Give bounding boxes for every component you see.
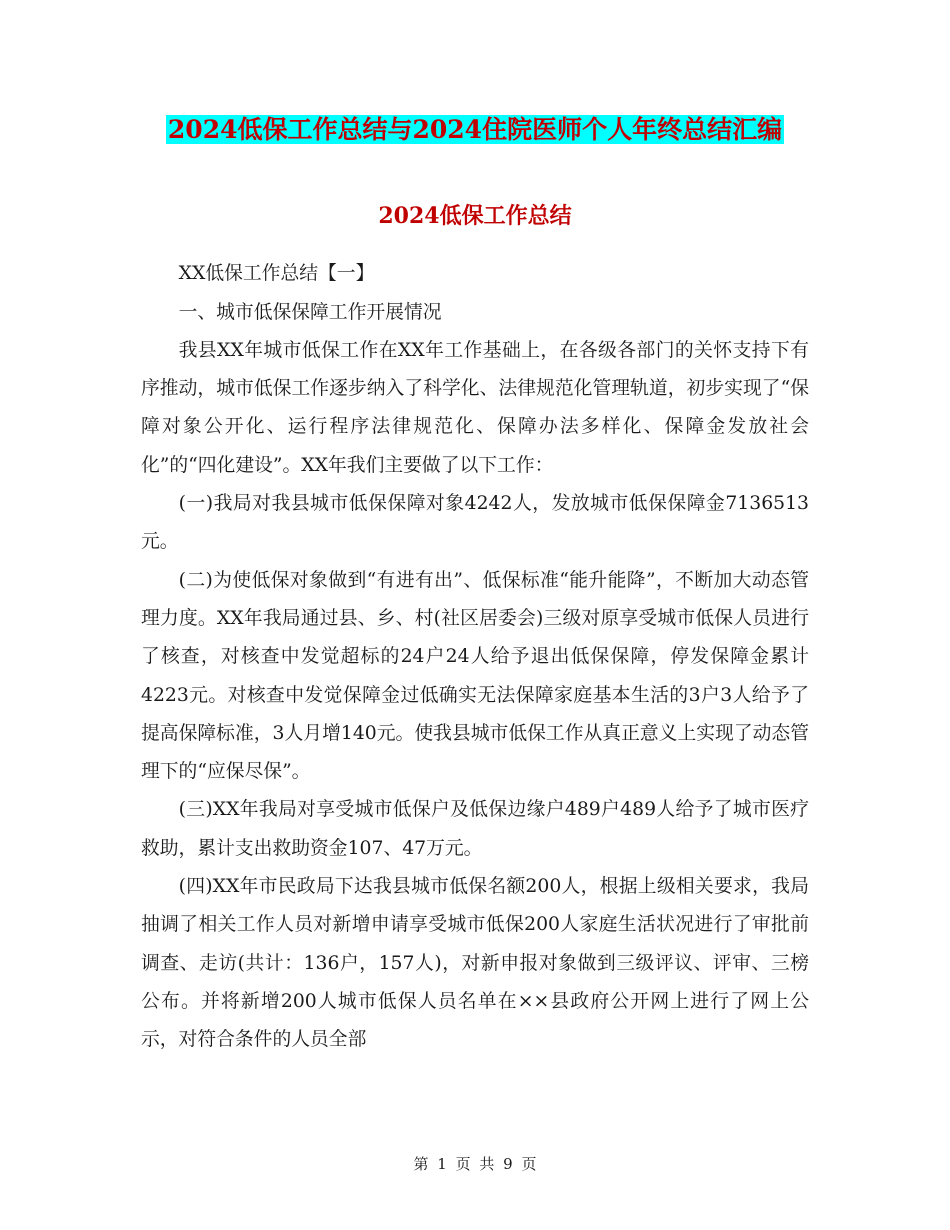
paragraph-item-4: (四)XX年市民政局下达我县城市低保名额200人，根据上级相关要求，我局抽调了相关工作人员对新增申请享受城市低保200人家庭生活状况进行了审批前调查、走访(共计：136户，157人)，对新申报对象做到三级评议、评审、三榜公布。并将新增200人城市低保人员名单在××县政府公开网上进行了网上公示，对符合条件的人员全部 bbox=[141, 876, 809, 1051]
paragraph-summary-heading: XX低保工作总结【一】 bbox=[178, 263, 375, 285]
section-title: 2024低保工作总结 bbox=[378, 203, 572, 229]
paragraph-intro: 我县XX年城市低保工作在XX年工作基础上，在各级各部门的关怀支持下有序推动，城市低保工作逐步纳入了科学化、法律规范化管理轨道，初步实现了“保障对象公开化、运行程序法律规范化、保障办法多样化、保障金发放社会化”的“四化建设”。XX年我们主要做了以下工作： bbox=[141, 339, 809, 476]
page-number-footer: 第 1 页 共 9 页 bbox=[413, 1155, 537, 1173]
document-main-title bbox=[0, 112, 950, 148]
paragraph-item-1: (一)我局对我县城市低保保障对象4242人，发放城市低保保障金7136513元。 bbox=[141, 493, 809, 553]
document-body bbox=[141, 217, 809, 1060]
main-title-highlight: 2024低保工作总结与2024住院医师个人年终总结汇编 bbox=[167, 115, 783, 144]
paragraph-item-3: (三)XX年我局对享受城市低保户及低保边缘户489户489人给予了城市医疗救助，累计支出救助资金107、47万元。 bbox=[141, 799, 809, 859]
paragraph-spacer bbox=[141, 217, 809, 255]
paragraph-item-2: (二)为使低保对象做到“有进有出”、低保标准“能升能降”，不断加大动态管理力度。XX年我局通过县、乡、村(社区居委会)三级对原享受城市低保人员进行了核查，对核查中发觉超标的24户24人给予退出低保保障，停发保障金累计4223元。对核查中发觉保障金过低确实无法保障家庭基本生活的3户3人给予了提高保障标准，3人月增140元。使我县城市低保工作从真正意义上实现了动态管理下的“应保尽保”。 bbox=[141, 569, 809, 783]
paragraph-section-heading: 一、城市低保保障工作开展情况 bbox=[178, 301, 442, 323]
